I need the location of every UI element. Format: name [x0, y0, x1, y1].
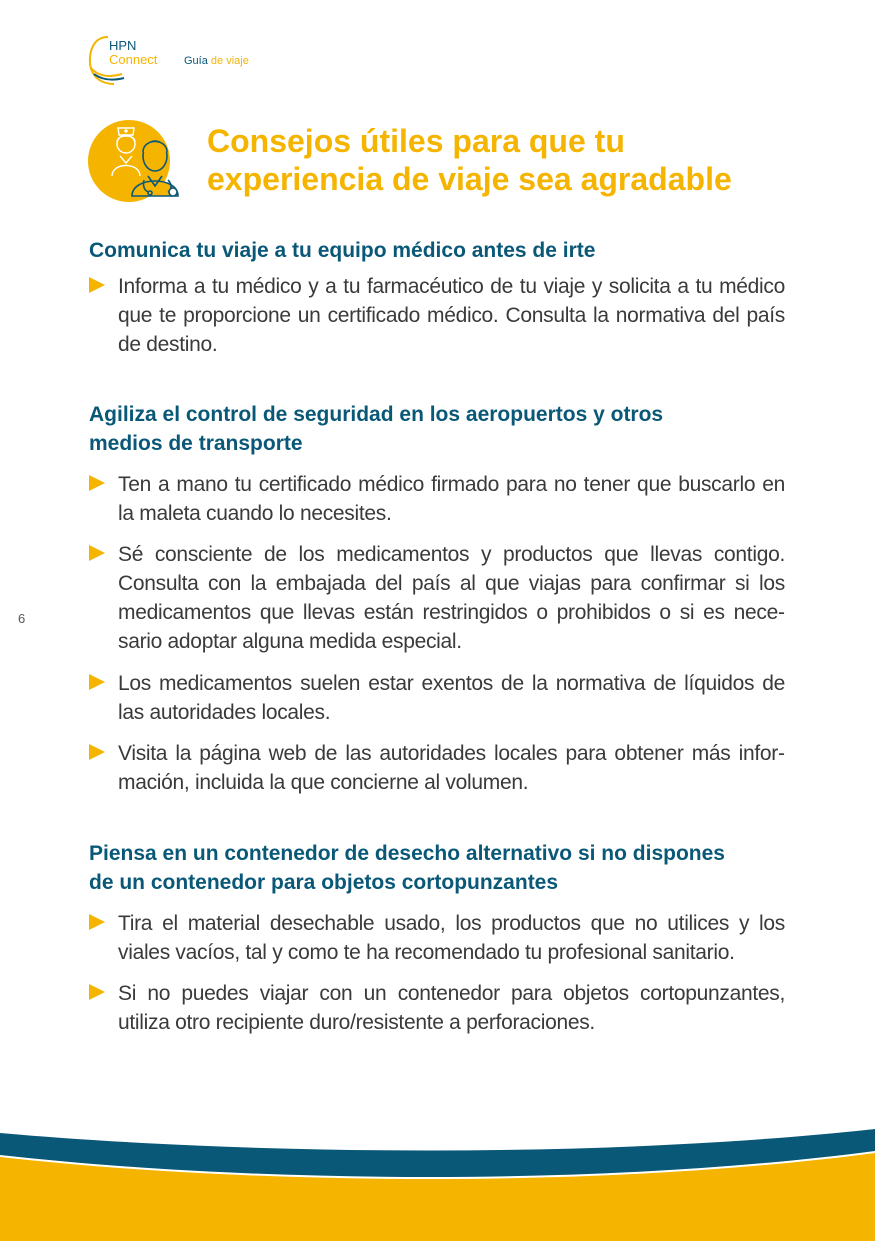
bullet-triangle-icon [89, 545, 105, 561]
guide-label [184, 55, 249, 67]
section-heading-line1: Piensa en un contenedor de desecho alternativo si no dispones [89, 842, 725, 865]
page-title-line1: Consejos útiles para que tu [207, 123, 625, 159]
list-item [89, 739, 785, 797]
list-item [89, 272, 785, 359]
list-item-text: Tira el material desechable usado, los productos que no utilices y los viales vacíos, tal y como te ha recomendado tu profesional sanitario. [118, 912, 785, 964]
doctor-nurse-icon [88, 118, 180, 204]
list-item [89, 470, 785, 528]
section-heading-line1: Agiliza el control de seguridad en los aeropuertos y otros [89, 403, 664, 426]
bullet-triangle-icon [89, 914, 105, 930]
footer-wave-decoration [0, 1125, 875, 1241]
bullet-triangle-icon [89, 674, 105, 690]
list-item-text: Visita la página web de las autoridades locales para obtener más información, incluida la que concierne al volumen. [118, 742, 785, 794]
section-heading-sharps-container [89, 839, 789, 897]
bullet-triangle-icon [89, 984, 105, 1000]
list-item-text: Informa a tu médico y a tu farmacéutico de tu viaje y solicita a tu médico que te proporcione un certificado médico. Consulta la normativa del país de destino. [118, 275, 785, 356]
list-item-text: Los medicamentos suelen estar exentos de la normativa de líquidos de las autoridades locales. [118, 672, 785, 724]
logo-text-connect: Connect [109, 52, 158, 67]
logo-text-hpn: HPN [109, 38, 137, 53]
list-item [89, 979, 785, 1037]
list-item [89, 540, 785, 656]
page-title-line2: experiencia de viaje sea agradable [207, 161, 732, 197]
section-heading-line2: medios de transporte [89, 432, 303, 455]
section-heading-line2: de un contenedor para objetos cortopunzantes [89, 871, 559, 894]
bullet-triangle-icon [89, 277, 105, 293]
list-item-text: Si no puedes viajar con un contenedor para objetos cortopunzantes, utiliza otro recipiente duro/resistente a perforaciones. [118, 982, 785, 1034]
hpn-connect-logo [88, 34, 278, 88]
list-item [89, 909, 785, 967]
section-heading-inform-team: Comunica tu viaje a tu equipo médico antes de irte [89, 239, 596, 262]
list-item [89, 669, 785, 727]
section-heading-security-control [89, 400, 789, 458]
page-number: 6 [18, 611, 26, 626]
page-title [207, 122, 807, 198]
guide-label-word2: de viaje [210, 55, 249, 67]
bullet-triangle-icon [89, 475, 105, 491]
guide-label-word1: Guía [184, 55, 208, 67]
bullet-triangle-icon [89, 744, 105, 760]
list-item-text: Sé consciente de los medicamentos y productos que llevas contigo. Consulta con la embajada del país al que viajas para confirmar si los medicamentos que llevas están restringidos o prohibidos o si es necesario adoptar alguna medida especial. [118, 543, 785, 653]
list-item-text: Ten a mano tu certificado médico firmado para no tener que buscarlo en la maleta cuando lo necesites. [118, 473, 785, 525]
